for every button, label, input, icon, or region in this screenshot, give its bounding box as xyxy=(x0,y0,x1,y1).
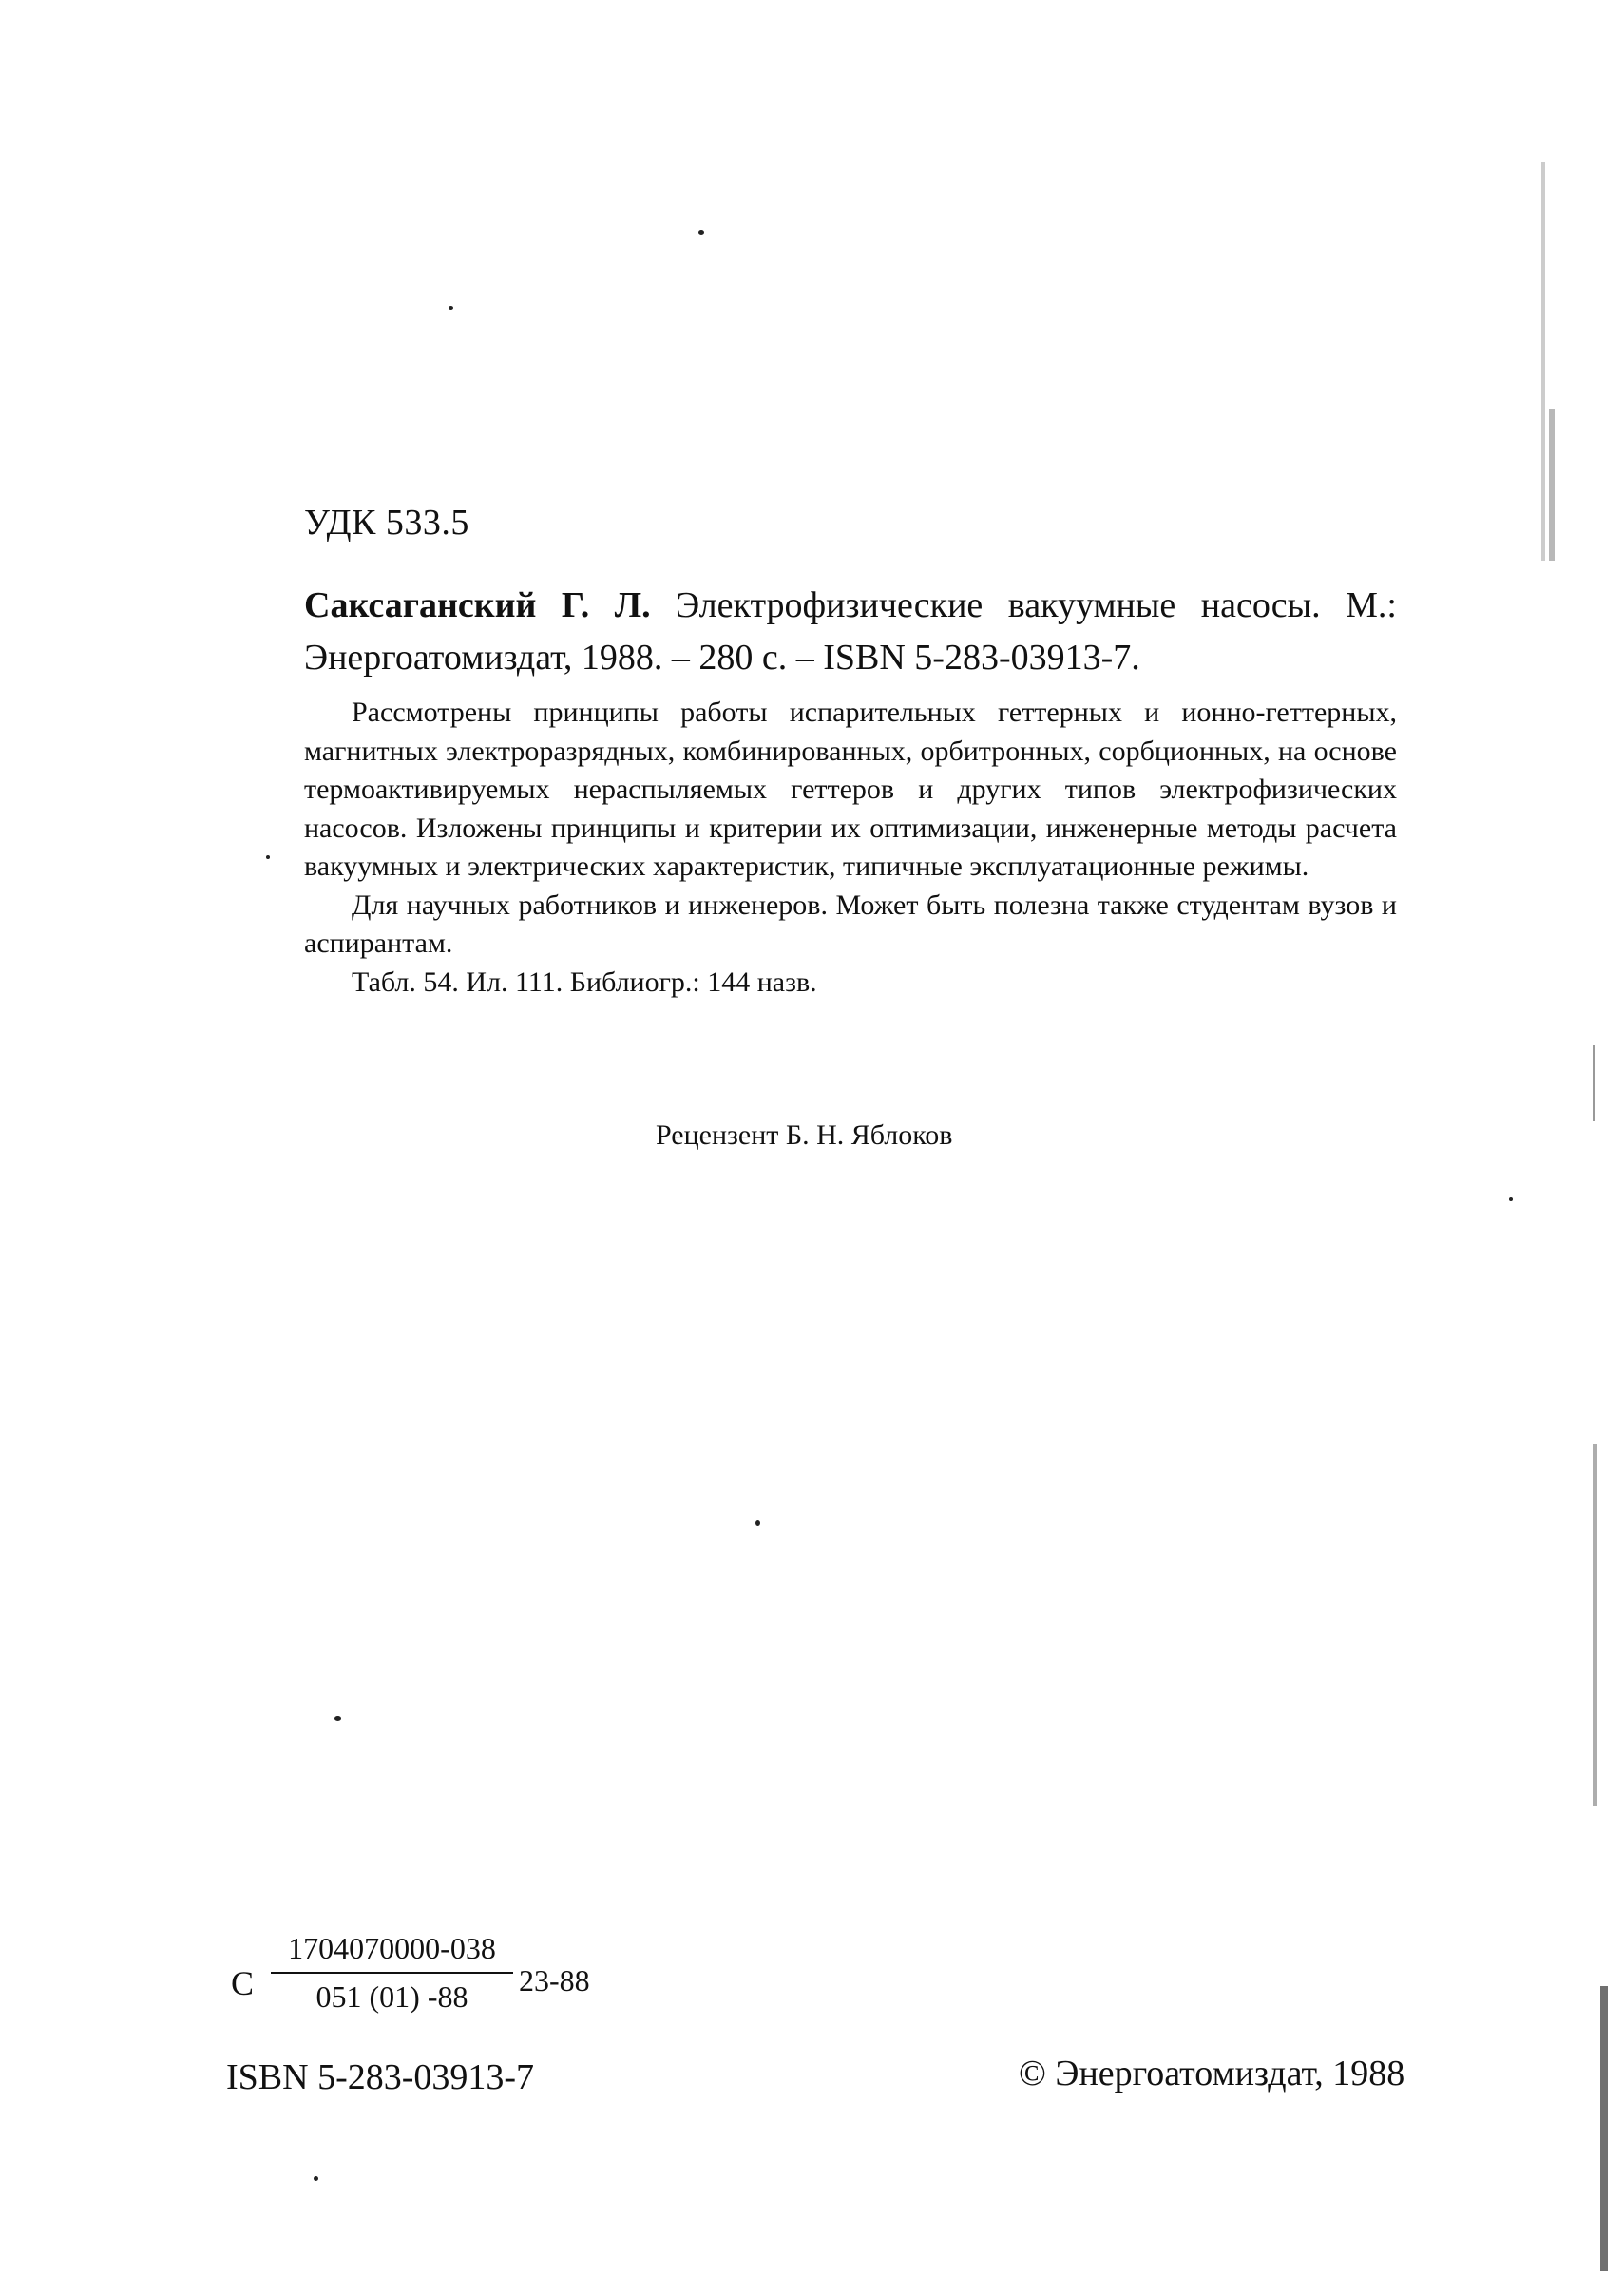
publisher-code-denominator: 051 (01) -88 xyxy=(315,1979,468,2014)
publisher-code-prefix: С xyxy=(231,1964,255,2002)
publisher-code-numerator: 1704070000-038 xyxy=(271,1931,513,1974)
udk-classification: УДК 533.5 xyxy=(304,503,469,543)
publisher-code-fraction xyxy=(271,1931,513,2015)
publisher-code-suffix: 23-88 xyxy=(519,1963,590,1998)
annotation xyxy=(304,694,1397,1002)
citation-details: Электрофизические вакуумные насосы. М.: Энергоатомиздат, 1988. – 280 с. – ISBN 5-283-03913-7. xyxy=(304,585,1397,678)
publisher-code xyxy=(231,1931,630,2036)
citation-author: Саксаганский Г. Л. xyxy=(304,585,651,625)
copyright-notice: © Энергоатомиздат, 1988 xyxy=(1019,2054,1405,2093)
annotation-paragraph-3: Табл. 54. Ил. 111. Библиогр.: 144 назв. xyxy=(352,965,817,998)
annotation-paragraph-2: Для научных работников и инженеров. Может быть полезна также студентам вузов и аспирантам. xyxy=(304,889,1397,959)
bibliographic-citation xyxy=(304,580,1397,684)
isbn-number: ISBN 5-283-03913-7 xyxy=(226,2057,535,2097)
annotation-paragraph-1: Рассмотрены принципы работы испарительных геттерных и ионно-геттерных, магнитных электроразрядных, комбинированных, орбитронных, сорбционных, на основе термоактивируемых нераспыляемых геттеров и других типов электрофизических насосов. Изложены принципы и критерии их оптимизации, инженерные методы расчета вакуумных и электрических характеристик, типичные эксплуатационные режимы. xyxy=(304,697,1397,882)
reviewer-line: Рецензент Б. Н. Яблоков xyxy=(656,1119,953,1151)
